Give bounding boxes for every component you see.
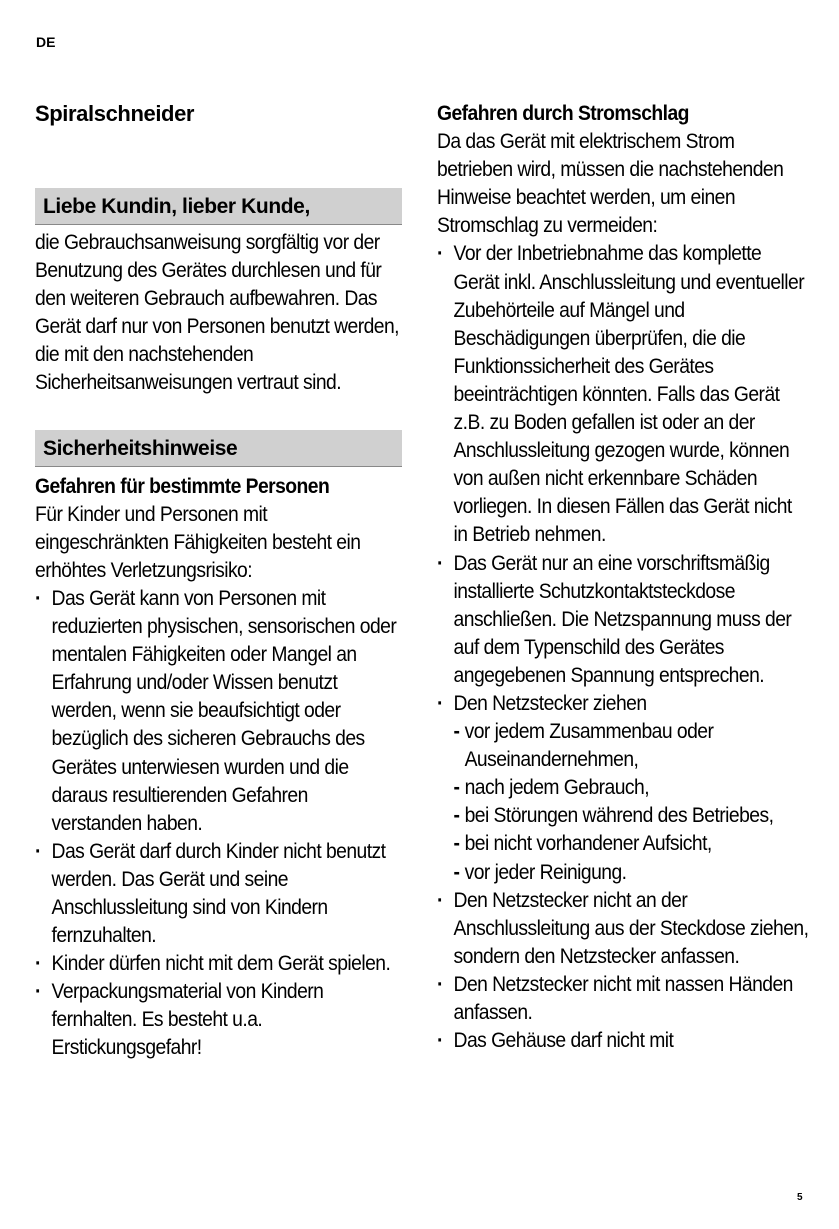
greeting-text: die Gebrauchsanweisung sorgfältig vor der Benutzung des Gerätes durchlesen und für den weiteren Gebrauch aufbewahren. Das Gerät darf nur von Personen benutzt werden, die mit den nachstehenden Sicherheitsanweisungen vertraut sind. [35, 231, 399, 395]
safety-heading: Sicherheitshinweise [43, 436, 238, 460]
right-column [437, 100, 812, 1055]
list-item: · Verpackungsmaterial von Kindern fernhalten. Es besteht u.a. Erstickungsgefahr! [35, 978, 400, 1062]
list-item: · Den Netzstecker nicht an der Anschlussleitung aus der Steckdose ziehen, sondern den Netzstecker anfassen. [437, 887, 810, 971]
sub-list-item: - bei Störungen während des Betriebes, [454, 802, 810, 830]
list-item: · Vor der Inbetriebnahme das komplette Gerät inkl. Anschlussleitung und eventueller Zubehörteile auf Mängel und Beschädigungen überprüfen, die die Funktionssicherheit des Gerätes beeinträchtigen könnten. Falls das Gerät z.B. zu Boden gefallen ist oder an der Anschlussleitung gezogen wurde, können von außen nicht erkennbare Schäden vorliegen. In diesen Fällen das Gerät nicht in Betrieb nehmen. [437, 240, 810, 549]
list-item: · Den Netzstecker nicht mit nassen Händen anfassen. [437, 971, 810, 1027]
list-item-text: · Den Netzstecker ziehen [453, 691, 647, 715]
shock-heading: Gefahren durch Stromschlag [437, 102, 689, 125]
sub-list-item: - bei nicht vorhandener Aufsicht, [454, 830, 810, 858]
product-title: Spiralschneider [35, 101, 195, 126]
shock-list [437, 240, 810, 1055]
sub-list-item: - vor jedem Zusammenbau oder Auseinandernehmen, [454, 718, 810, 774]
list-item: · Das Gerät darf durch Kinder nicht benutzt werden. Das Gerät und seine Anschlussleitung sind von Kindern fernzuhalten. [35, 838, 400, 950]
persons-heading: Gefahren für bestimmte Personen [35, 474, 330, 498]
sub-list-item: - nach jedem Gebrauch, [454, 774, 810, 802]
safety-heading-bar [35, 430, 402, 467]
list-item: · Das Gehäuse darf nicht mit [437, 1027, 810, 1055]
greeting-heading: Liebe Kundin, lieber Kunde, [43, 195, 310, 218]
list-item: · Das Gerät nur an eine vorschriftsmäßig installierte Schutzkontaktsteckdose anschließen. Die Netzspannung muss der auf dem Typenschild des Gerätes angegebenen Spannung entsprechen. [437, 550, 810, 690]
page-number: 5 [797, 1192, 803, 1203]
left-column [35, 100, 402, 1063]
persons-section [35, 473, 400, 1063]
shock-section [437, 100, 810, 1055]
sub-list-item: - vor jeder Reinigung. [454, 859, 810, 887]
greeting-heading-bar [35, 188, 402, 225]
shock-intro: Da das Gerät mit elektrischem Strom betrieben wird, müssen die nachstehenden Hinweise beachtet werden, um einen Stromschlag zu vermeiden: [437, 130, 784, 238]
sub-list [454, 718, 810, 887]
language-code: DE [36, 34, 56, 50]
persons-list [35, 585, 400, 1063]
persons-intro: Für Kinder und Personen mit eingeschränkten Fähigkeiten besteht ein erhöhtes Verletzungsrisiko: [35, 502, 361, 582]
list-item: · Das Gerät kann von Personen mit reduzierten physischen, sensorischen oder mentalen Fähigkeiten oder Mangel an Erfahrung und/oder Wissen benutzt werden, wenn sie beaufsichtigt oder bezüglich des sicheren Gebrauchs des Gerätes unterwiesen wurden und die daraus resultierenden Gefahren verstanden haben. [35, 585, 400, 838]
list-item: · Kinder dürfen nicht mit dem Gerät spielen. [35, 950, 400, 978]
list-item [437, 690, 810, 887]
